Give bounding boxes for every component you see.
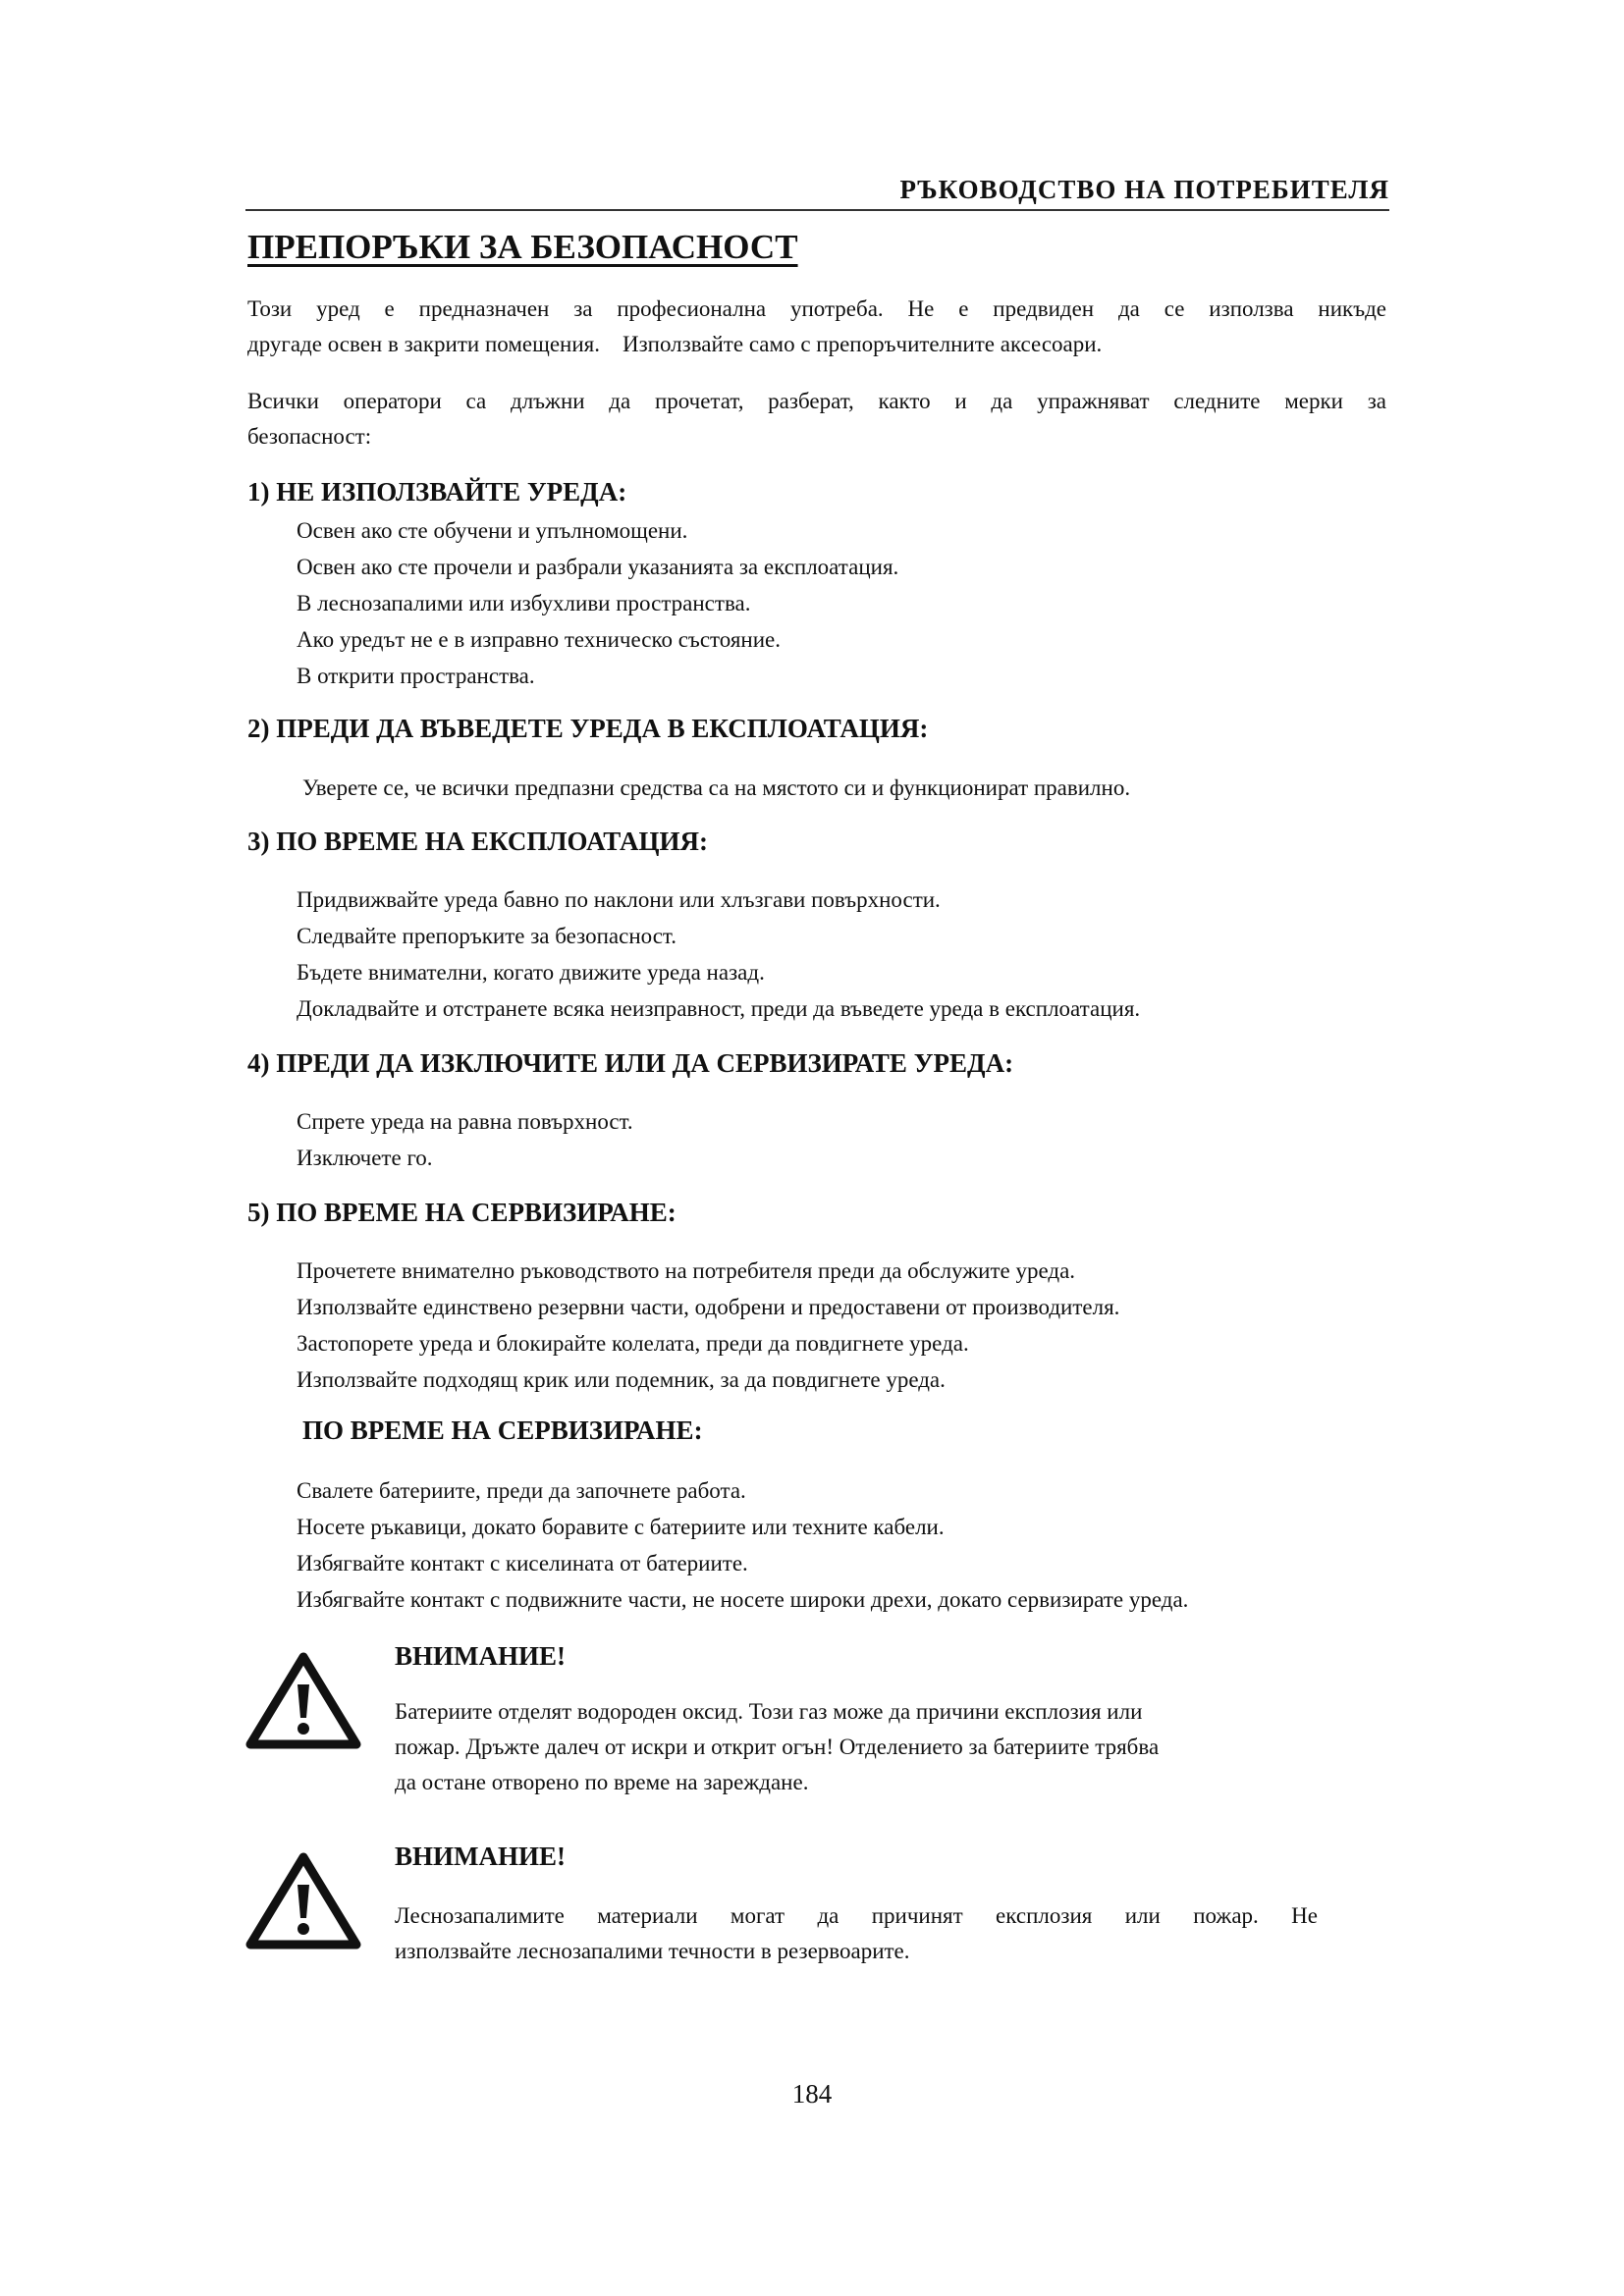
- list-item: Придвижвайте уреда бавно по наклони или хлъзгави повърхности.: [297, 887, 941, 912]
- running-header: [245, 175, 1389, 211]
- list-item: Уверете се, че всички предпазни средства са на мястото си и функционират правилно.: [302, 775, 1131, 800]
- warning-title: ВНИМАНИЕ!: [395, 1641, 566, 1671]
- warning-text: [395, 1898, 1318, 1969]
- warning-line: Леснозапалимите материали могат да причинят експлозия или пожар. Не: [395, 1903, 1318, 1928]
- list-item: В открити пространства.: [297, 664, 535, 688]
- section-list: [302, 770, 1130, 806]
- list-item: Избягвайте контакт с подвижните части, не носете широки дрехи, докато сервизирате уреда.: [297, 1587, 1189, 1612]
- section-list: [297, 881, 1140, 1027]
- section-heading: 2) ПРЕДИ ДА ВЪВЕДЕТЕ УРЕДА В ЕКСПЛОАТАЦИЯ:: [247, 714, 929, 743]
- warning-triangle-icon: [245, 1851, 361, 1949]
- section-list: [297, 1253, 1119, 1398]
- list-item: Изключете го.: [297, 1146, 433, 1170]
- list-item: Ако уредът не е в изправно техническо състояние.: [297, 627, 781, 652]
- section-heading: 1) НЕ ИЗПОЛЗВАЙТЕ УРЕДА:: [247, 477, 627, 507]
- intro-line: безопасност:: [247, 424, 372, 449]
- section-heading: 3) ПО ВРЕМЕ НА ЕКСПЛОАТАЦИЯ:: [247, 827, 708, 856]
- intro-line: Този уред е предназначен за професионална употреба. Не е предвиден да се използва никъде: [247, 296, 1386, 321]
- warning-triangle-icon: [245, 1651, 361, 1749]
- list-item: Избягвайте контакт с киселината от батериите.: [297, 1551, 748, 1575]
- page-number: 184: [791, 2079, 833, 2109]
- warning-line: Батериите отделят водороден оксид. Този газ може да причини експлозия или: [395, 1699, 1143, 1724]
- section-list: [297, 1103, 633, 1176]
- intro-line: другаде освен в закрити помещения. Използвайте само с препоръчителните аксесоари.: [247, 332, 1103, 356]
- list-item: Бъдете внимателни, когато движите уреда назад.: [297, 960, 765, 985]
- page-title: ПРЕПОРЪКИ ЗА БЕЗОПАСНОСТ: [247, 228, 798, 266]
- list-item: Освен ако сте обучени и упълномощени.: [297, 518, 688, 543]
- warning-line: използвайте леснозапалими течности в резервоарите.: [395, 1939, 910, 1963]
- section-list: [297, 512, 898, 694]
- list-item: Докладвайте и отстранете всяка неизправност, преди да въведете уреда в експлоатация.: [297, 996, 1141, 1021]
- list-item: Използвайте подходящ крик или подемник, за да повдигнете уреда.: [297, 1367, 946, 1392]
- intro-line: Всички оператори са длъжни да прочетат, разберат, както и да упражняват следните мерки за: [247, 389, 1386, 413]
- section-list: [297, 1472, 1188, 1618]
- header-title: РЪКОВОДСТВО НА ПОТРЕБИТЕЛЯ: [899, 175, 1389, 204]
- list-item: Използвайте единствено резервни части, одобрени и предоставени от производителя.: [297, 1295, 1120, 1319]
- list-item: Следвайте препоръките за безопасност.: [297, 924, 677, 948]
- list-item: Носете ръкавици, докато боравите с батериите или техните кабели.: [297, 1515, 945, 1539]
- warning-title: ВНИМАНИЕ!: [395, 1842, 566, 1871]
- list-item: Спрете уреда на равна повърхност.: [297, 1109, 633, 1134]
- list-item: Застопорете уреда и блокирайте колелата, преди да повдигнете уреда.: [297, 1331, 969, 1356]
- section-heading: 4) ПРЕДИ ДА ИЗКЛЮЧИТЕ ИЛИ ДА СЕРВИЗИРАТЕ УРЕДА:: [247, 1048, 1014, 1078]
- list-item: Прочетете внимателно ръководството на потребителя преди да обслужите уреда.: [297, 1258, 1076, 1283]
- warning-text: [395, 1694, 1313, 1800]
- warning-line: пожар. Дръжте далеч от искри и открит огън! Отделението за батериите трябва: [395, 1735, 1160, 1759]
- intro-paragraph: [247, 384, 1386, 454]
- intro-paragraph: [247, 292, 1386, 362]
- list-item: Освен ако сте прочели и разбрали указанията за експлоатация.: [297, 555, 899, 579]
- section-heading: ПО ВРЕМЕ НА СЕРВИЗИРАНЕ:: [302, 1415, 703, 1445]
- warning-line: да остане отворено по време на зареждане.: [395, 1770, 809, 1794]
- list-item: В леснозапалими или избухливи пространства.: [297, 591, 751, 615]
- list-item: Свалете батериите, преди да започнете работа.: [297, 1478, 746, 1503]
- section-heading: 5) ПО ВРЕМЕ НА СЕРВИЗИРАНЕ:: [247, 1198, 677, 1227]
